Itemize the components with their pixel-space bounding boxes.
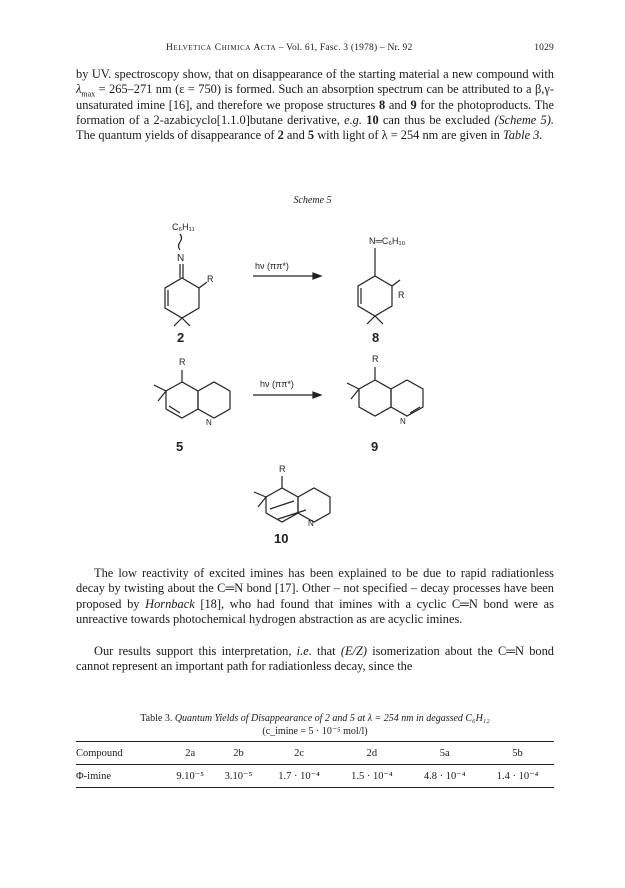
- n-label: N: [400, 417, 406, 426]
- table-cell: 1.5 · 10⁻⁴: [351, 771, 393, 782]
- journal-name: Helvetica Chimica Acta: [166, 43, 277, 53]
- table-cell: 1.7 · 10⁻⁴: [278, 771, 320, 782]
- reaction-arrow-1: [253, 261, 321, 279]
- arrow-label-1: hν (ππ*): [255, 261, 289, 271]
- compound-label-2: 2: [177, 330, 185, 345]
- text-run: with light of λ = 254 nm are given in: [314, 128, 503, 143]
- text-run: = 265–271 nm (ε = 750) is formed. Such an absorption spectrum can be attributed to a β,γ-unsaturated imine [16], and therefore we propose structures: [76, 82, 554, 112]
- text-run: The low reactivity of excited imines has been explained to be due to rapid radiationless decay by twisting about the C═N bond [17]. Other – not specified – decay processes have been proposed by: [76, 566, 554, 611]
- compound-label-8: 8: [372, 330, 380, 345]
- table-cell: 4.8 · 10⁻⁴: [423, 771, 466, 782]
- table-header-row: [76, 742, 554, 765]
- compound-ref-5: 5: [307, 128, 315, 143]
- text-run: and: [385, 97, 411, 112]
- reaction-arrow-2: [253, 379, 321, 398]
- text-run: that: [311, 644, 341, 658]
- table-cell: Φ-imine: [76, 770, 112, 782]
- scheme-reference: (Scheme 5).: [494, 112, 554, 127]
- text-run: isomerization about the C═N bond cannot represent an important path for radiationless decay, since the: [76, 644, 554, 674]
- scheme-svg: [120, 210, 500, 545]
- text-run: [18], who had found that imines with a cyclic C═N bond were as unreactive towards photochemical hydrogen abstraction as are acyclic imines.: [76, 596, 555, 626]
- r-label: R: [179, 357, 186, 367]
- table-title: Quantum Yields of Disappearance of 2 and 5 at λ = 254 nm in degassed C₆H₁₂: [174, 713, 490, 724]
- arrow-label-2: hν (ππ*): [260, 379, 294, 389]
- r-label: R: [372, 354, 379, 364]
- header-cell: Compound: [76, 747, 123, 759]
- journal-citation: [166, 43, 412, 53]
- ez-notation: (E/Z): [340, 644, 367, 658]
- text-run: for the photoproducts. The formation of a 2-azabicyclo[1.1.0]butane derivative,: [76, 97, 554, 127]
- header-cell: 2c: [294, 747, 304, 759]
- paragraph-3: [76, 644, 554, 675]
- compound-ref-8: 8: [378, 97, 386, 112]
- table-cell: 1.4 · 10⁻⁴: [496, 771, 539, 782]
- compound-label-10: 10: [274, 531, 289, 545]
- table-cell: 9.10⁻⁵: [176, 771, 204, 782]
- text-run: Our results support this interpretation,: [94, 644, 297, 658]
- scheme-title: Scheme 5: [293, 195, 332, 206]
- c6h11-label: C₆H₁₁: [172, 222, 195, 232]
- scheme-5-figure: [120, 210, 500, 545]
- text-run: can thus be excluded: [378, 112, 495, 127]
- n-label: N: [177, 253, 185, 264]
- header-cell: 2d: [366, 747, 378, 759]
- compound-ref-10: 10: [366, 112, 379, 127]
- n-label: N: [308, 519, 314, 528]
- r-label: R: [398, 290, 405, 300]
- r-label: R: [279, 464, 286, 474]
- r-label: R: [207, 274, 214, 284]
- running-header: [76, 43, 554, 57]
- n-c6h10-label: N═C₆H₁₀: [369, 236, 406, 246]
- n-label: N: [206, 418, 212, 427]
- journal-info: – Vol. 61, Fasc. 3 (1978) – Nr. 92: [278, 43, 413, 53]
- author-name: Hornback: [145, 596, 195, 611]
- compound-label-9: 9: [371, 439, 379, 454]
- lambda-subscript: max: [81, 89, 96, 99]
- quantum-yield-table: [76, 741, 554, 788]
- paragraph-1: [76, 67, 554, 143]
- page-number: 1029: [534, 43, 554, 53]
- structure-compound-5: [154, 357, 230, 454]
- paragraph-2: [76, 566, 554, 627]
- compound-ref-9: 9: [410, 97, 417, 112]
- structure-compound-8: [358, 236, 406, 345]
- table-label: Table 3.: [140, 713, 173, 724]
- table-row: [76, 765, 554, 788]
- table-condition: (c_imine = 5 · 10⁻⁵ mol/l): [262, 726, 368, 737]
- text-run: by UV. spectroscopy show, that on disappearance of the starting material a new compound with: [76, 67, 554, 81]
- structure-compound-10: [254, 464, 330, 545]
- header-cell: 5b: [512, 747, 523, 759]
- text-run: and: [283, 128, 308, 143]
- table-reference: Table 3.: [502, 128, 543, 143]
- table-cell: 3.10⁻⁵: [224, 771, 253, 782]
- header-cell: 5a: [439, 747, 450, 759]
- structure-compound-9: [347, 354, 423, 454]
- compound-label-5: 5: [176, 439, 184, 454]
- text-run: The quantum yields of disappearance of: [76, 128, 278, 143]
- eg-abbrev: e.g.: [344, 112, 362, 127]
- table-caption: [76, 712, 554, 738]
- header-cell: 2a: [185, 747, 196, 759]
- ie-abbrev: i.e.: [296, 644, 312, 658]
- structure-compound-2: [165, 222, 214, 345]
- compound-ref-2: 2: [277, 128, 284, 143]
- header-cell: 2b: [233, 747, 244, 759]
- lambda-symbol: λ: [76, 82, 82, 97]
